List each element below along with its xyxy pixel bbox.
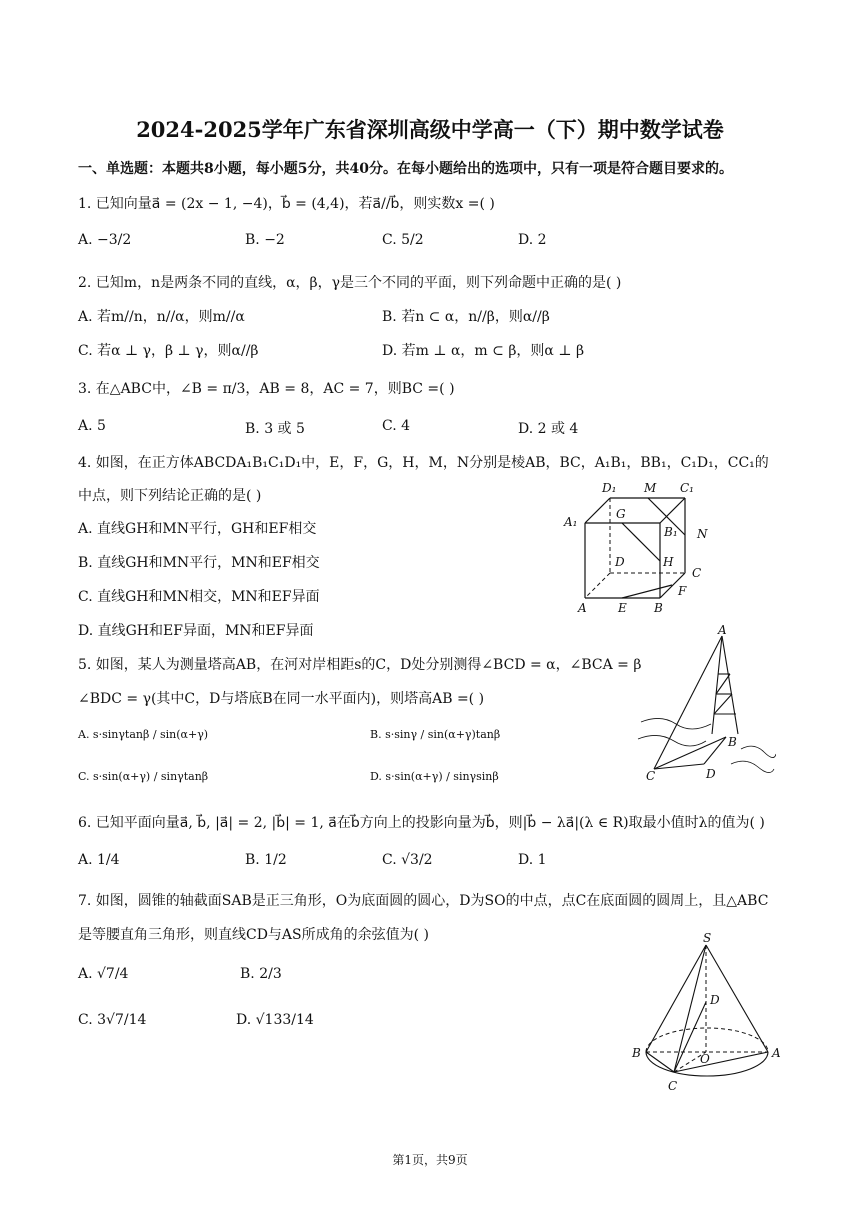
question-2-stem: 2. 已知m，n是两条不同的直线，α，β，γ是三个不同的平面，则下列命题中正确的是( ) (78, 275, 622, 291)
q3-option-d: D. 2 或 4 (518, 421, 579, 437)
label-c: C (692, 566, 702, 580)
label-cone-b: B (632, 1046, 641, 1060)
cube-figure (560, 478, 720, 616)
question-3-stem: 3. 在△ABC中，∠B = π/3，AB = 8，AC = 7，则BC =( ) (78, 381, 455, 397)
q2-option-d: D. 若m ⊥ α，m ⊂ β，则α ⊥ β (382, 343, 585, 359)
label-cone-a: A (772, 1046, 781, 1060)
q2-option-c: C. 若α ⊥ γ，β ⊥ γ，则α//β (78, 343, 259, 359)
question-5-stem-line2: ∠BDC = γ(其中C，D与塔底B在同一水平面内)，则塔高AB =( ) (78, 691, 485, 707)
q6-option-a: A. 1/4 (78, 852, 120, 868)
tower-figure (636, 624, 776, 784)
label-cone-c: C (668, 1079, 678, 1093)
label-d: D (615, 555, 625, 569)
q7-option-b: B. 2/3 (240, 966, 282, 982)
question-4-stem-line1: 4. 如图，在正方体ABCDA₁B₁C₁D₁中，E，F，G，H，M，N分别是棱AB，BC，A₁B₁，BB₁，C₁D₁，CC₁的 (78, 455, 769, 471)
question-5-stem-line1: 5. 如图，某人为测量塔高AB，在河对岸相距s的C，D处分别测得∠BCD = α，∠BCA = β (78, 657, 642, 673)
q4-option-b: B. 直线GH和MN平行，MN和EF相交 (78, 555, 320, 571)
q5-option-c: C. s·sin(α+γ) / sinγtanβ (78, 770, 209, 783)
q3-option-a: A. 5 (78, 418, 106, 434)
label-e: E (618, 601, 627, 615)
label-tower-b: B (728, 735, 737, 749)
q7-option-c: C. 3√7/14 (78, 1012, 147, 1028)
q5-option-b: B. s·sinγ / sin(α+γ)tanβ (370, 728, 501, 741)
q1-option-b: B. −2 (245, 232, 285, 248)
label-d1: D₁ (602, 481, 617, 495)
q5-option-d: D. s·sin(α+γ) / sinγsinβ (370, 770, 499, 783)
question-7-stem-line2: 是等腰直角三角形，则直线CD与AS所成角的余弦值为( ) (78, 927, 430, 943)
q7-option-d: D. √133/14 (236, 1012, 314, 1028)
q4-option-c: C. 直线GH和MN相交，MN和EF异面 (78, 589, 320, 605)
label-a: A (578, 601, 587, 615)
q1-option-a: A. −3/2 (78, 232, 132, 248)
q6-option-b: B. 1/2 (245, 852, 287, 868)
q7-option-a: A. √7/4 (78, 966, 129, 982)
q2-option-b: B. 若n ⊂ α，n//β，则α//β (382, 309, 550, 325)
question-4-stem-line2: 中点，则下列结论正确的是( ) (78, 488, 262, 504)
question-6-stem: 6. 已知平面向量a⃗, b⃗, |a⃗| = 2, |b⃗| = 1, a⃗在b⃗方向上的投影向量为b⃗，则|b⃗ − λa⃗|(λ ∈ R)取最小值时λ的值为( ) (78, 815, 765, 831)
label-tower-a: A (718, 624, 727, 637)
label-b: B (654, 601, 663, 615)
section-heading: 一、单选题：本题共8小题，每小题5分，共40分。在每小题给出的选项中，只有一项是符合题目要求的。 (78, 161, 733, 177)
page-footer: 第1页，共9页 (392, 1153, 468, 1167)
label-h: H (663, 555, 674, 569)
q5-option-a: A. s·sinγtanβ / sin(α+γ) (78, 728, 209, 741)
q4-option-a: A. 直线GH和MN平行，GH和EF相交 (78, 521, 317, 537)
label-b1: B₁ (664, 525, 678, 539)
q4-option-d: D. 直线GH和EF异面，MN和EF异面 (78, 623, 314, 639)
q1-option-d: D. 2 (518, 232, 547, 248)
label-cone-s: S (703, 931, 712, 945)
label-g: G (616, 507, 626, 521)
page-title: 2024-2025学年广东省深圳高级中学高一（下）期中数学试卷 (136, 117, 724, 142)
q3-option-c: C. 4 (382, 418, 411, 434)
q6-option-d: D. 1 (518, 852, 547, 868)
question-7-stem-line1: 7. 如图，圆锥的轴截面SAB是正三角形，O为底面圆的圆心，D为SO的中点，点C在底面圆的圆周上，且△ABC (78, 893, 769, 909)
label-tower-c: C (646, 769, 656, 783)
cone-figure (626, 930, 786, 1100)
label-c1: C₁ (680, 481, 694, 495)
q3-option-b: B. 3 或 5 (245, 421, 305, 437)
q6-option-c: C. √3/2 (382, 852, 433, 868)
label-m: M (644, 481, 657, 495)
label-cone-d: D (710, 993, 720, 1007)
q1-option-c: C. 5/2 (382, 232, 424, 248)
question-1-stem: 1. 已知向量a⃗ = (2x − 1, −4)，b⃗ = (4,4)，若a⃗//b⃗，则实数x =( ) (78, 196, 495, 212)
label-tower-d: D (706, 767, 716, 781)
label-n: N (697, 527, 708, 541)
label-f: F (678, 584, 687, 598)
q2-option-a: A. 若m//n，n//α，则m//α (78, 309, 245, 325)
label-a1: A₁ (564, 515, 578, 529)
label-cone-o: O (700, 1052, 710, 1066)
